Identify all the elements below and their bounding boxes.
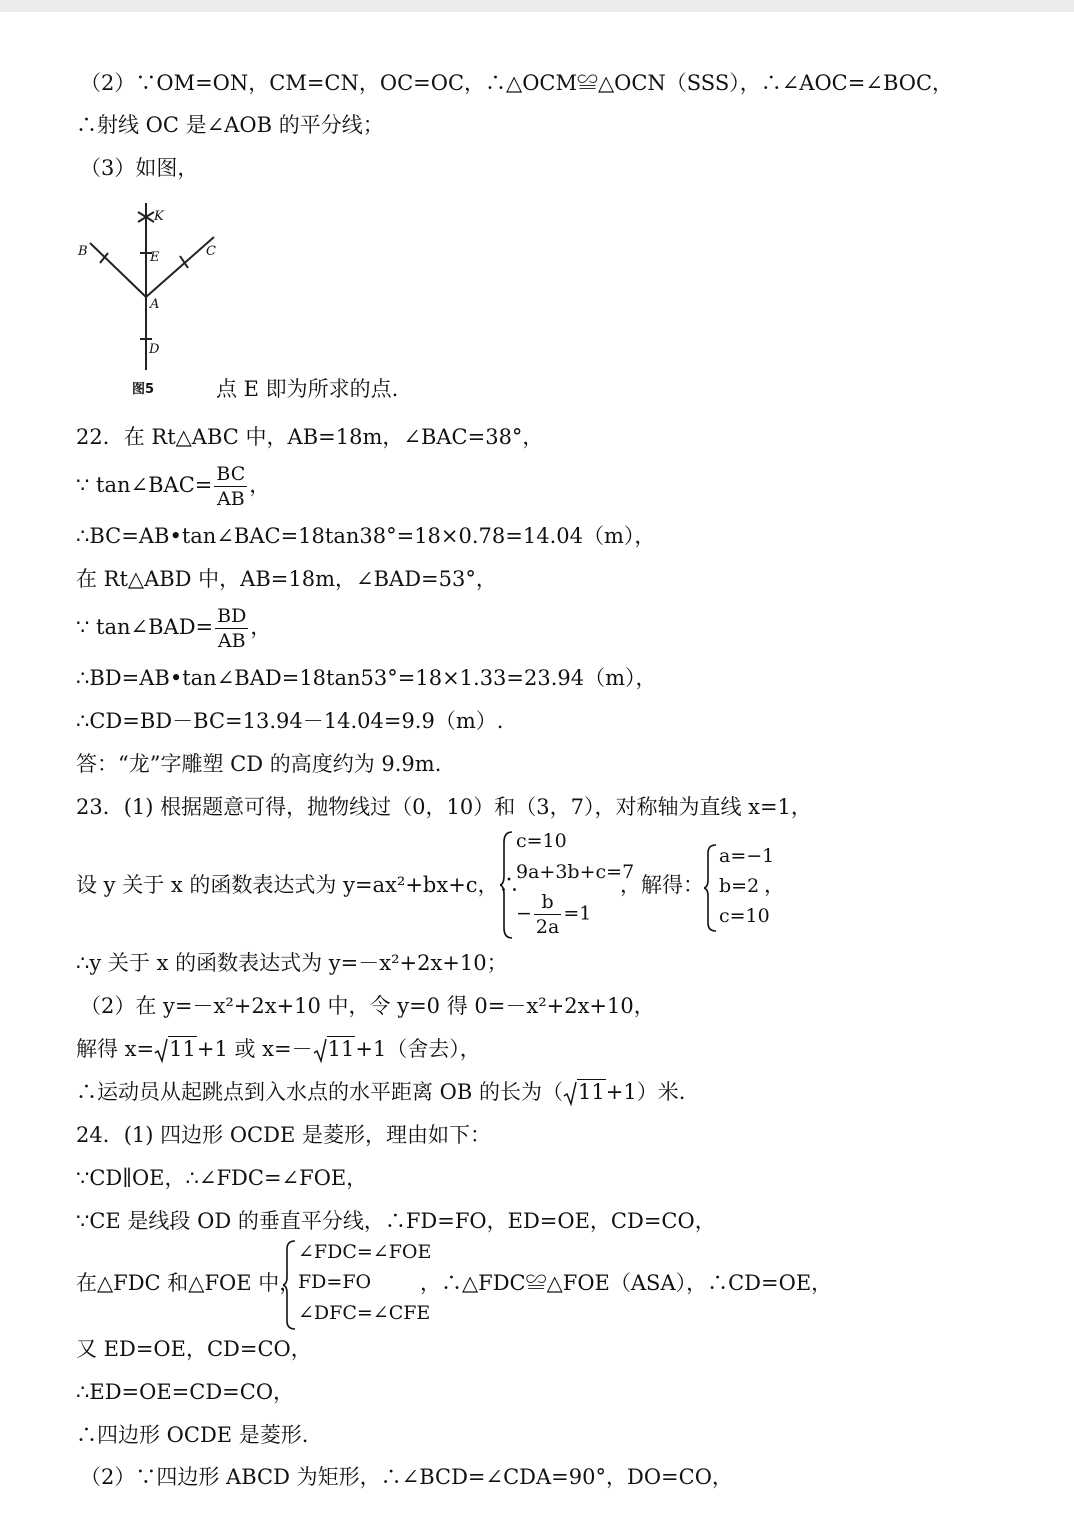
fraction-b-2a: [534, 890, 561, 939]
fraction-numerator: b: [534, 890, 561, 915]
radicand: 11: [578, 1080, 605, 1104]
roots-text-b: +1 或 x=－: [196, 1037, 313, 1061]
q24-conclusion: ∴四边形 OCDE 是菱形.: [76, 1423, 309, 1447]
q22-tan-bad: [76, 604, 271, 653]
punctuation: ，: [249, 473, 271, 497]
sqrt-11: [154, 1036, 197, 1062]
label-b: B: [78, 244, 88, 259]
roots-text-a: 解得 x=: [76, 1037, 155, 1061]
system3-eq2: FD=FO: [298, 1271, 372, 1293]
minus-sign: −: [516, 902, 532, 925]
q23-function-result: ∴y 关于 x 的函数表达式为 y=－x²+2x+10；: [76, 951, 508, 975]
top-band: [0, 0, 1074, 12]
q23-part2-setup: （2）在 y=－x²+2x+10 中，令 y=0 得 0=－x²+2x+10，: [80, 994, 655, 1018]
q22-triangle-abd: 在 Rt△ABD 中，AB=18m，∠BAD=53°，: [76, 567, 497, 591]
q23-part1-heading: 23．(1) 根据题意可得，抛物线过（0，10）和（3，7），对称轴为直线 x=1，: [76, 795, 812, 819]
answer-text-a: ∴运动员从起跳点到入水点的水平距离 OB 的长为（: [76, 1080, 563, 1104]
system2-eq2: b=2: [719, 875, 760, 897]
q23-solve-label: ，解得：: [620, 873, 704, 897]
q22-bd-calc: ∴BD=AB•tan∠BAD=18tan53°=18×1.33=23.94（m），: [76, 666, 657, 690]
sqrt-11: [313, 1036, 356, 1062]
q23-answer: [76, 1079, 685, 1105]
ray-ab: [90, 243, 146, 297]
q22-answer: 答：“龙”字雕塑 CD 的高度约为 9.9m.: [76, 752, 442, 776]
q22-bc-calc: ∴BC=AB•tan∠BAC=18tan38°=18×0.78=14.04（m），: [76, 524, 656, 548]
fraction-bd-ab: [215, 604, 248, 653]
left-brace-system2: [704, 843, 718, 933]
system2-eq3: c=10: [719, 905, 770, 927]
q23-solve-roots: [76, 1036, 481, 1062]
q24-perpendicular-bisector: ∵CE 是线段 OD 的垂直平分线，∴FD=FO，ED=OE，CD=CO，: [76, 1209, 716, 1233]
tan-bad-text: ∵ tan∠BAD=: [76, 615, 214, 639]
label-e: E: [150, 250, 160, 265]
roots-text-c: +1（舍去），: [355, 1037, 481, 1061]
q24-equalities: 又 ED=OE，CD=CO，: [76, 1337, 312, 1361]
q22-tan-bac: [76, 462, 270, 511]
q21-part2-proof: （2）∵OM=ON，CM=CN，OC=OC，∴△OCM≌△OCN（SSS），∴∠AOC=∠BOC，: [80, 71, 954, 95]
tan-bac-text: ∵ tan∠BAC=: [76, 473, 213, 497]
q22-cd-calc: ∴CD=BD－BC=13.94－14.04=9.9（m）.: [76, 709, 504, 733]
label-k: K: [154, 209, 164, 224]
radicand: 11: [327, 1037, 355, 1061]
figure-caption: 图5: [132, 382, 155, 397]
q21-conclusion: ∴射线 OC 是∠AOB 的平分线；: [76, 113, 384, 137]
q24-part1-heading: 24．(1) 四边形 OCDE 是菱形，理由如下：: [76, 1123, 491, 1147]
system2-eq1: a=−1: [719, 845, 775, 867]
q23-setup-prefix: 设 y 关于 x 的函数表达式为 y=ax²+bx+c，∴: [76, 873, 520, 897]
q22-heading: 22．在 Rt△ABC 中，AB=18m，∠BAC=38°，: [76, 425, 544, 449]
radicand: 11: [169, 1037, 196, 1061]
left-brace-system3: [283, 1239, 297, 1331]
ray-ac: [146, 237, 214, 297]
punctuation: ，: [250, 615, 272, 639]
system1-eq3: [516, 890, 591, 939]
figure-note: 点 E 即为所求的点.: [216, 377, 399, 401]
q24-all-equal: ∴ED=OE=CD=CO，: [76, 1380, 295, 1404]
label-a: A: [150, 297, 160, 312]
q24-part2: （2）∵四边形 ABCD 为矩形，∴∠BCD=∠CDA=90°，DO=CO，: [80, 1465, 733, 1489]
system1-eq2: 9a+3b+c=7: [516, 861, 635, 883]
answer-text-b: +1）米.: [605, 1080, 686, 1104]
q21-part3-heading: （3）如图，: [80, 156, 199, 180]
fraction-numerator: BD: [217, 605, 247, 627]
q23-setup-suffix: ，: [764, 873, 785, 897]
fraction-numerator: BC: [216, 463, 246, 485]
figure-5-diagram: [70, 195, 230, 405]
fraction-bc-ab: [214, 462, 247, 511]
sqrt-11: [563, 1079, 606, 1105]
fraction-denominator: AB: [216, 488, 245, 510]
fraction-denominator: 2a: [535, 916, 560, 938]
q24-congruence: ，∴△FDC≌△FOE（ASA），∴CD=OE，: [420, 1271, 833, 1295]
system1-eq1: c=10: [516, 830, 567, 852]
fraction-denominator: AB: [217, 630, 246, 652]
system3-eq1: ∠FDC=∠FOE: [298, 1241, 432, 1263]
left-brace-system1: [500, 830, 514, 940]
label-c: C: [206, 244, 216, 259]
q24-parallel: ∵CD∥OE，∴∠FDC=∠FOE，: [76, 1166, 368, 1190]
label-d: D: [149, 342, 160, 357]
system3-eq3: ∠DFC=∠CFE: [298, 1302, 431, 1324]
equals-one: =1: [563, 902, 592, 925]
q24-triangles-prefix: 在△FDC 和△FOE 中，: [76, 1271, 301, 1295]
